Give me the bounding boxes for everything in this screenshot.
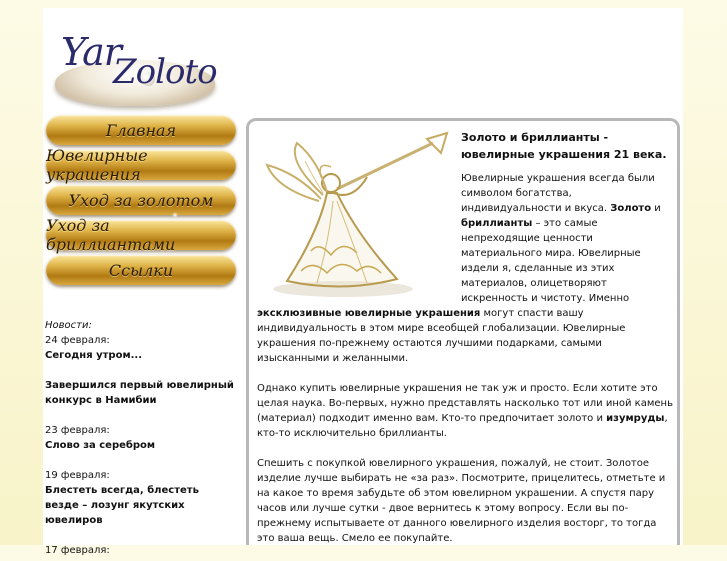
nav-diamond-care-label: Уход за бриллиантами [46,216,176,254]
article [257,129,673,561]
angel-trumpet-image [257,131,453,303]
nav-diamond-care-button[interactable] [46,216,236,254]
bold-keyword: Золото [610,203,652,214]
article-paragraph [257,381,673,441]
news-link[interactable]: Сегодня утром... [45,350,143,361]
text-fragment: могут спасти вашу индивидуальность в этом мире всеобщей глобализации. Ювелирные украшения по-прежнему остаются лучшими подарками, самыми изысканными и желанными. [257,308,626,364]
bold-keyword: бриллианты [461,218,533,229]
news-date: 24 февраля: [45,335,110,346]
article-title: Золото и бриллианты - ювелирные украшения 21 века. [461,131,667,161]
nav-home-label: Главная [105,120,177,140]
news-link[interactable]: Блестеть всегда, блестеть везде – лозунг якутских ювелиров [45,485,199,526]
text-fragment: – это самые непреходящие ценности материального мира. Ювелирные издели я, сделанные из этих материалов, олицетворяют искренность и чистоту. Именно [461,218,641,304]
angel-figurine-icon [257,131,453,303]
nav-jewelry-button[interactable] [46,146,236,184]
news-link[interactable]: Завершился первый ювелирный конкурс в Намибии [45,380,234,406]
bold-keyword: эксклюзивные ювелирные украшения [257,308,481,319]
nav-gold-care-label: Уход за золотом [68,190,214,210]
news-link[interactable]: Слово за серебром [45,440,156,451]
content-panel [246,118,680,545]
page-container [43,8,683,556]
main-nav [46,115,236,290]
nav-links-label: Ссылки [108,260,174,280]
news-date: 17 февраля: [45,545,110,556]
nav-home-button[interactable] [46,115,236,145]
news-date: 19 февраля: [45,470,110,481]
text-fragment: Однако купить ювелирные украшения не так уж и просто. Если хотите это целая наука. Во-первых, нужно представлять насколько тот или иной камень (материал) подходит именно вам. Кто-то предпочитает золото и [257,383,673,424]
nav-links-button[interactable] [46,255,236,285]
text-fragment: и [651,203,661,214]
logo-text-zoloto: Zoloto [113,52,217,92]
nav-gold-care-button[interactable] [46,185,236,215]
nav-jewelry-label: Ювелирные украшения [46,146,148,184]
news-heading: Новости: [45,320,92,331]
news-sidebar [45,318,235,558]
article-paragraph: Спешить с покупкой ювелирного украшения, пожалуй, не стоит. Золотое изделие лучше выбирать не «за раз». Посмотрите, прицелитесь, отметьте и на какое то время забудьте об этом ювелирном украшении. А спустя пару часов или лучше сутки - двое вернитесь к этому вопросу. Если вы по-прежнему испытываете от данного ювелирного изделия восторг, то тогда это ваша вещь. Смело ее покупайте. [257,458,666,544]
bold-keyword: изумруды [606,413,665,424]
text-fragment: , кто-то исключительно бриллианты. [257,413,668,439]
logo-text-yar: Yar [61,30,121,74]
text-fragment: Ювелирные украшения всегда были символом богатства, индивидуальности и вкуса. [461,173,655,214]
news-date: 23 февраля: [45,425,110,436]
site-logo[interactable] [49,16,221,114]
